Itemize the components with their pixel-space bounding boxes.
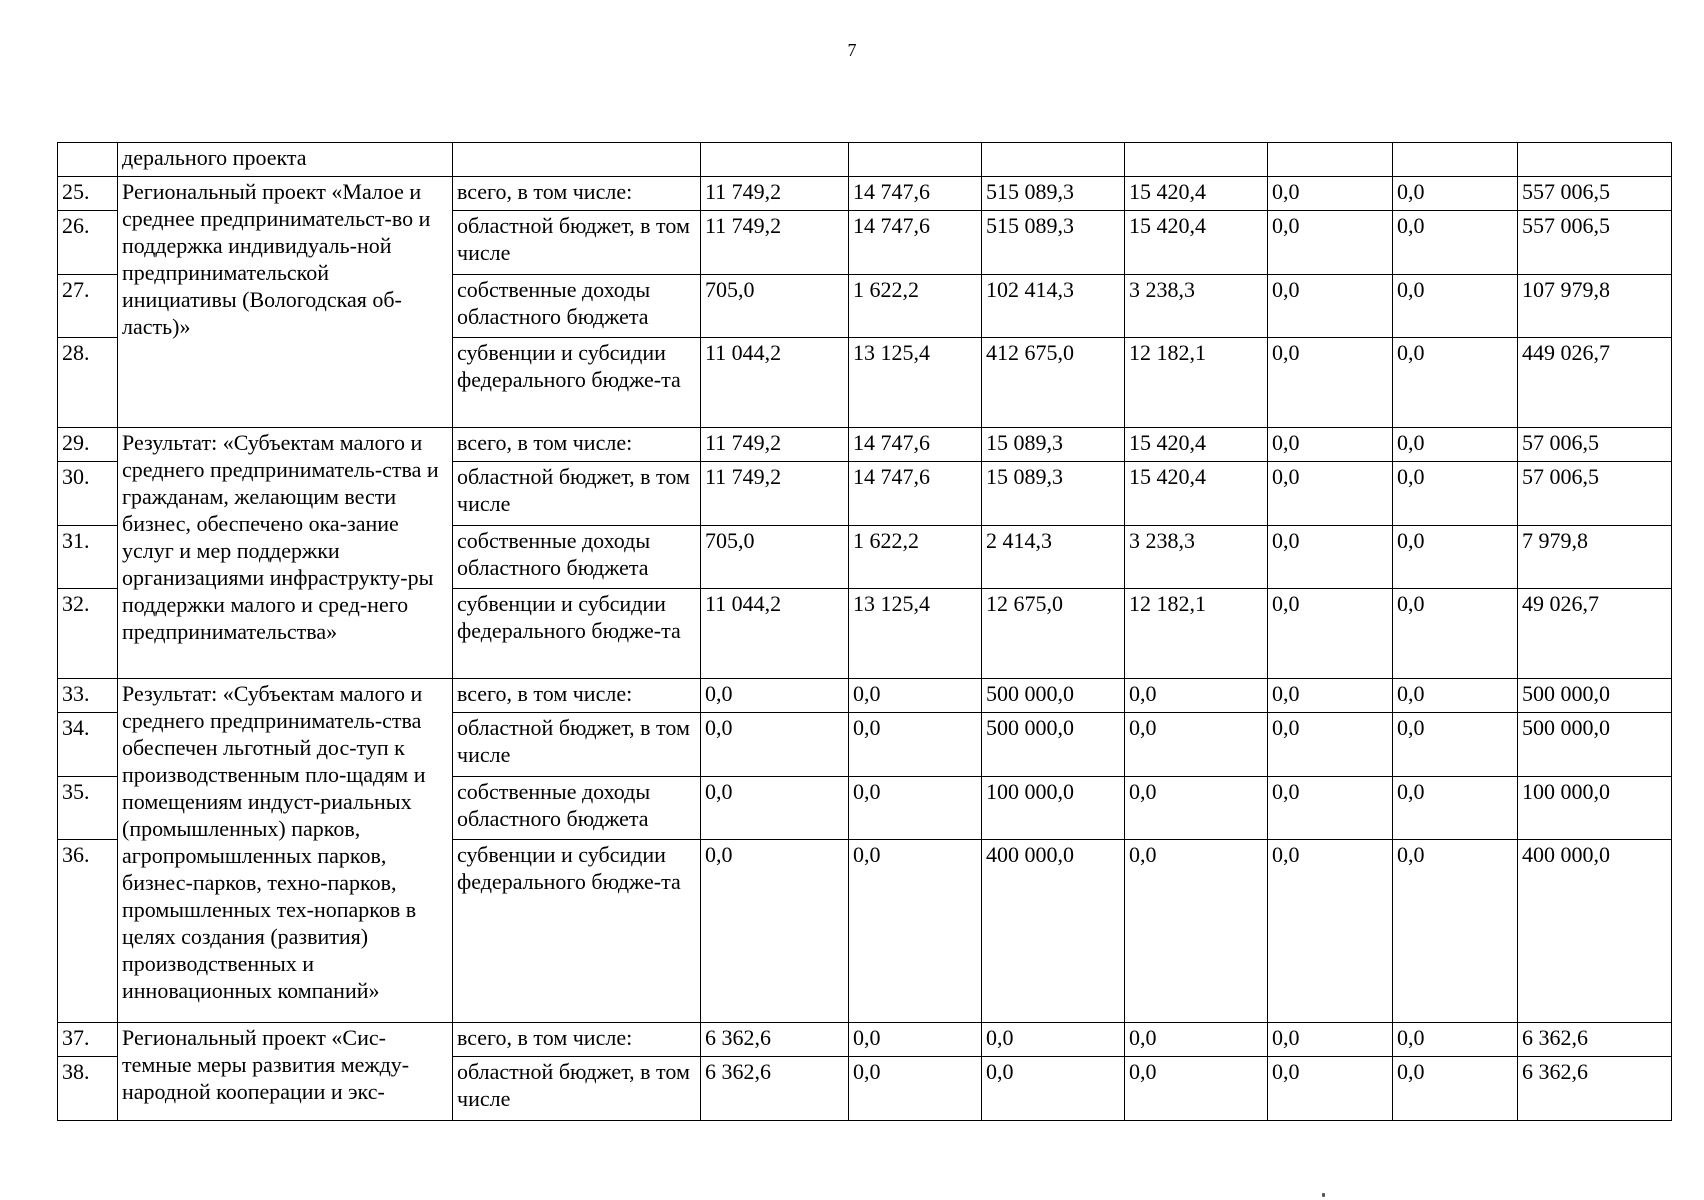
value-cell-y2021: 500 000,0 — [982, 713, 1125, 777]
value-cell-y2020: 0,0 — [849, 1057, 982, 1121]
funding-source-cell: областной бюджет, в том числе — [453, 713, 701, 777]
continuation-row — [58, 143, 1672, 177]
value-cell-y2020: 14 747,6 — [849, 462, 982, 526]
value-cell-y2024: 0,0 — [1393, 679, 1518, 713]
value-cell-y2020: 13 125,4 — [849, 589, 982, 679]
value-cell-total: 49 026,7 — [1518, 589, 1672, 679]
value-cell-y2019: 11 749,2 — [701, 177, 849, 211]
value-cell-y2024: 0,0 — [1393, 1057, 1518, 1121]
value-cell-y2022: 0,0 — [1125, 679, 1268, 713]
description-cell: Региональный проект «Малое и среднее предпринимательст-во и поддержка индивидуаль-ной предпринимательской инициативы (Вологодская об-ласть)» — [118, 177, 453, 428]
value-cell-y2024: 0,0 — [1393, 713, 1518, 777]
value-cell-y2019: 11 749,2 — [701, 211, 849, 275]
table-row — [58, 428, 1672, 462]
value-cell-y2024: 0,0 — [1393, 777, 1518, 840]
funding-source-cell: субвенции и субсидии федерального бюдже-та — [453, 338, 701, 428]
value-cell-y2022: 0,0 — [1125, 777, 1268, 840]
value-cell-y2024: 0,0 — [1393, 428, 1518, 462]
row-number-cell: 32. — [58, 589, 118, 679]
description-cell: Результат: «Субъектам малого и среднего предприниматель-ства и гражданам, желающим вести бизнес, обеспечено ока-зание услуг и мер поддержки организациями инфраструкту-ры поддержки малого и сред-него предпринимательства» — [118, 428, 453, 679]
value-cell-y2023: 0,0 — [1268, 713, 1393, 777]
value-cell-y2022: 15 420,4 — [1125, 428, 1268, 462]
table-body — [58, 143, 1672, 1121]
value-cell-y2021: 515 089,3 — [982, 211, 1125, 275]
value-cell-y2021: 12 675,0 — [982, 589, 1125, 679]
value-cell-y2020: 0,0 — [849, 1023, 982, 1057]
row-number-cell: 26. — [58, 211, 118, 275]
funding-source-cell: всего, в том числе: — [453, 177, 701, 211]
value-cell-total: 57 006,5 — [1518, 428, 1672, 462]
funding-source-cell: субвенции и субсидии федерального бюдже-та — [453, 589, 701, 679]
row-number-cell: 30. — [58, 462, 118, 526]
value-cell-y2024: 0,0 — [1393, 177, 1518, 211]
value-cell-y2024: 0,0 — [1393, 275, 1518, 338]
value-cell-y2020: 0,0 — [849, 713, 982, 777]
row-number-cell: 28. — [58, 338, 118, 428]
row-number-cell — [58, 143, 118, 177]
row-number-cell: 29. — [58, 428, 118, 462]
funding-source-cell: всего, в том числе: — [453, 679, 701, 713]
value-cell-y2024: 0,0 — [1393, 526, 1518, 589]
row-number-cell: 38. — [58, 1057, 118, 1121]
value-cell-y2019: 6 362,6 — [701, 1023, 849, 1057]
value-cell-y2022: 3 238,3 — [1125, 275, 1268, 338]
value-cell-y2020: 14 747,6 — [849, 211, 982, 275]
value-cell-total: 6 362,6 — [1518, 1023, 1672, 1057]
row-number-cell: 34. — [58, 713, 118, 777]
value-cell-y2019: 11 044,2 — [701, 589, 849, 679]
value-cell-y2019: 0,0 — [701, 840, 849, 1023]
value-cell-y2021: 100 000,0 — [982, 777, 1125, 840]
value-cell-y2021: 0,0 — [982, 1057, 1125, 1121]
value-cell-y2023: 0,0 — [1268, 275, 1393, 338]
continuation-text: дерального проекта — [118, 143, 453, 177]
value-cell-y2022: 3 238,3 — [1125, 526, 1268, 589]
value-cell-y2019: 705,0 — [701, 275, 849, 338]
value-cell-y2020: 13 125,4 — [849, 338, 982, 428]
value-cell-y2019: 705,0 — [701, 526, 849, 589]
page-number: 7 — [847, 40, 857, 60]
row-number-cell: 33. — [58, 679, 118, 713]
value-cell-y2020: 1 622,2 — [849, 275, 982, 338]
row-number-cell: 36. — [58, 840, 118, 1023]
value-cell-total: 557 006,5 — [1518, 211, 1672, 275]
funding-source-cell: всего, в том числе: — [453, 1023, 701, 1057]
value-cell-y2023: 0,0 — [1268, 428, 1393, 462]
value-cell-y2022: 12 182,1 — [1125, 338, 1268, 428]
value-cell-y2021: 15 089,3 — [982, 428, 1125, 462]
value-cell-y2023: 0,0 — [1268, 589, 1393, 679]
value-cell-y2022: 15 420,4 — [1125, 462, 1268, 526]
value-cell-y2024: 0,0 — [1393, 211, 1518, 275]
funding-source-cell: собственные доходы областного бюджета — [453, 526, 701, 589]
value-cell-y2023: 0,0 — [1268, 211, 1393, 275]
value-cell-y2020: 0,0 — [849, 840, 982, 1023]
value-cell-y2020: 0,0 — [849, 679, 982, 713]
value-cell-y2019: 0,0 — [701, 713, 849, 777]
value-cell-y2023: 0,0 — [1268, 177, 1393, 211]
table-row — [58, 1023, 1672, 1057]
value-cell-y2019: 0,0 — [701, 777, 849, 840]
value-cell-y2019: 11 749,2 — [701, 462, 849, 526]
value-cell-y2020: 14 747,6 — [849, 177, 982, 211]
value-cell-y2021: 412 675,0 — [982, 338, 1125, 428]
value-cell-y2019: 11 749,2 — [701, 428, 849, 462]
funding-source-cell: областной бюджет, в том числе — [453, 462, 701, 526]
value-cell-y2022: 0,0 — [1125, 1023, 1268, 1057]
value-cell-y2023: 0,0 — [1268, 1057, 1393, 1121]
value-cell-y2019: 11 044,2 — [701, 338, 849, 428]
row-number-cell: 37. — [58, 1023, 118, 1057]
value-cell-y2020: 1 622,2 — [849, 526, 982, 589]
budget-table — [57, 142, 1672, 1121]
funding-source-cell: субвенции и субсидии федерального бюдже-та — [453, 840, 701, 1023]
value-cell-y2019: 0,0 — [701, 679, 849, 713]
scan-mark — [1322, 1193, 1325, 1197]
description-cell: Результат: «Субъектам малого и среднего предприниматель-ства обеспечен льготный дос-туп к производственным пло-щадям и помещениям индуст-риальных (промышленных) парков, агропромышленных парков, бизнес-парков, техно-парков, промышленных тех-нопарков в целях создания (развития) производственных и инновационных компаний» — [118, 679, 453, 1023]
value-cell-y2022: 15 420,4 — [1125, 177, 1268, 211]
value-cell-total: 100 000,0 — [1518, 777, 1672, 840]
value-cell-total: 57 006,5 — [1518, 462, 1672, 526]
value-cell-y2024: 0,0 — [1393, 338, 1518, 428]
value-cell-y2022: 15 420,4 — [1125, 211, 1268, 275]
value-cell-y2020: 14 747,6 — [849, 428, 982, 462]
value-cell-y2021: 102 414,3 — [982, 275, 1125, 338]
value-cell-y2023: 0,0 — [1268, 679, 1393, 713]
row-number-cell: 25. — [58, 177, 118, 211]
value-cell-y2021: 2 414,3 — [982, 526, 1125, 589]
funding-source-cell: собственные доходы областного бюджета — [453, 777, 701, 840]
value-cell-y2023: 0,0 — [1268, 777, 1393, 840]
row-number-cell: 35. — [58, 777, 118, 840]
value-cell-y2023: 0,0 — [1268, 1023, 1393, 1057]
value-cell-y2021: 15 089,3 — [982, 462, 1125, 526]
value-cell-total: 557 006,5 — [1518, 177, 1672, 211]
row-number-cell: 31. — [58, 526, 118, 589]
value-cell-y2023: 0,0 — [1268, 840, 1393, 1023]
value-cell-total: 400 000,0 — [1518, 840, 1672, 1023]
value-cell-total: 449 026,7 — [1518, 338, 1672, 428]
value-cell-total: 7 979,8 — [1518, 526, 1672, 589]
table-row — [58, 679, 1672, 713]
funding-source-cell: областной бюджет, в том числе — [453, 211, 701, 275]
funding-source-cell: собственные доходы областного бюджета — [453, 275, 701, 338]
value-cell-y2020: 0,0 — [849, 777, 982, 840]
row-number-cell: 27. — [58, 275, 118, 338]
value-cell-y2023: 0,0 — [1268, 526, 1393, 589]
value-cell-total: 500 000,0 — [1518, 713, 1672, 777]
value-cell-total: 107 979,8 — [1518, 275, 1672, 338]
description-cell: Региональный проект «Сис-темные меры развития между-народной кооперации и экс- — [118, 1023, 453, 1121]
table-row — [58, 177, 1672, 211]
value-cell-total: 6 362,6 — [1518, 1057, 1672, 1121]
value-cell-y2024: 0,0 — [1393, 462, 1518, 526]
value-cell-y2022: 0,0 — [1125, 840, 1268, 1023]
value-cell-total: 500 000,0 — [1518, 679, 1672, 713]
value-cell-y2021: 500 000,0 — [982, 679, 1125, 713]
funding-source-cell: всего, в том числе: — [453, 428, 701, 462]
funding-source-cell: областной бюджет, в том числе — [453, 1057, 701, 1121]
value-cell-y2021: 0,0 — [982, 1023, 1125, 1057]
value-cell-y2022: 0,0 — [1125, 1057, 1268, 1121]
value-cell-y2021: 515 089,3 — [982, 177, 1125, 211]
value-cell-y2024: 0,0 — [1393, 840, 1518, 1023]
value-cell-y2023: 0,0 — [1268, 338, 1393, 428]
value-cell-y2024: 0,0 — [1393, 1023, 1518, 1057]
value-cell-y2022: 12 182,1 — [1125, 589, 1268, 679]
value-cell-y2022: 0,0 — [1125, 713, 1268, 777]
value-cell-y2024: 0,0 — [1393, 589, 1518, 679]
value-cell-y2021: 400 000,0 — [982, 840, 1125, 1023]
value-cell-y2023: 0,0 — [1268, 462, 1393, 526]
value-cell-y2019: 6 362,6 — [701, 1057, 849, 1121]
